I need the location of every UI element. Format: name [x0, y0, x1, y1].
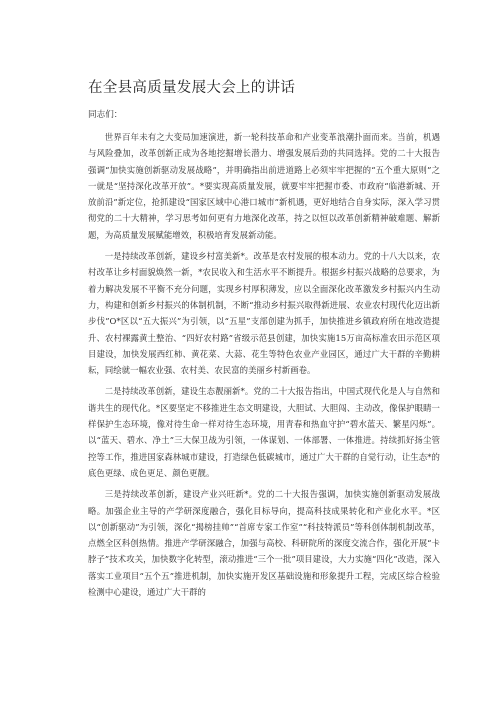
- paragraph-2: 一是持续改革创新，建设乡村富美新*。改革是农村发展的根本动力。党的十八大以来，农村改革让乡村面貌焕然一新，*农民收入和生活水平不断提升。根据乡村振兴战略的总要求，为着力解决发展不平衡不充分问题，实现乡村厚积薄发，应以全面深化改革激发乡村振兴内生动力，构建和创新乡村振兴的体制机制，不断“推动乡村振兴取得新进展、农业农村现代化迈出新步伐”O*区以“五大振兴”为引领，以“五星”支部创建为抓手，加快推进乡镇政府所在地改造提升、农村裸露黄土整治、“四好农村路”省级示范县创建，加快实施15万亩高标准农田示范区项目建设，加快发展西红柿、黄花菜、大蒜、花生等特色农业产业园区，通过广大干群的辛勤耕耘，同绘就一幅农业强、农村美、农民富的美丽乡村新画卷。: [88, 251, 440, 376]
- greeting: 同志们：: [88, 110, 123, 120]
- paragraph-3: 二是持续改革创新，建设生态靓丽新*。党的二十大报告指出，中国式现代化是人与自然和谐共生的现代化。*区要坚定不移推进生态文明建设，大胆试、大胆闯、主动改，像保护眼睛一样保护生态环境，像对待生命一样对待生态环境，用青春和热血守护“碧水蓝天、繁星闪烁”。以“蓝天、碧水、净土”三大保卫战为引领，一体谋划、一体部署、一体推进。持续抓好扬尘管控等工作，推进国家森林城市建设，打造绿色低碳城市，通过广大干群的自觉行动，让生态*的底色更绿、成色更足、颜色更靓。: [88, 386, 440, 478]
- document-title: 在全县高质量发展大会上的讲话: [88, 80, 296, 96]
- paragraph-4: 三是持续改革创新，建设产业兴旺新*。党的二十大报告强调，加快实施创新驱动发展战略。加强企业主导的产学研深度融合，强化目标导向，提高科技成果转化和产业化水平。*区以“创新驱动”为引领，深化“揭榜挂帅”“首席专家工作室”“科技特派员”等科创体制机制改革，点燃全区科创热情。推进产学研深融合，加强与高校、科研院所的深度交流合作，强化开展“卡脖子”技术攻关，加快数字化转型，滚动推进“三个一批”项目建设，大力实施“四化”改造，深入落实工业项目“五个五”推进机制，加快实施开发区基础设施和形象提升工程，完成区综合检验检测中心建设，通过广大干群的: [88, 489, 440, 598]
- paragraph-1: 世界百年未有之大变局加速演进，新一轮科技革命和产业变革浪潮扑面而来。当前，机遇与风险叠加，改革创新正成为各地挖掘增长潜力、增强发展后劲的共同选择。党的二十大报告强调“加快实施创新驱动发展战略”，并明确指出前进道路上必须牢牢把握的“五个重大原则”之一就是“坚持深化改革开放”。*要实现高质量发展，就要牢牢把握市委、市政府“临港新城、开放前沿”新定位，抢抓建设“国家区域中心港口城市”新机遇，更好地结合自身实际，深入学习贯彻党的二十大精神，学习思考如何更有力地深化改革，持之以恒以改革创新精神破难题、解新题，为高质量发展赋能增效，积极培育发展新动能。: [88, 132, 440, 240]
